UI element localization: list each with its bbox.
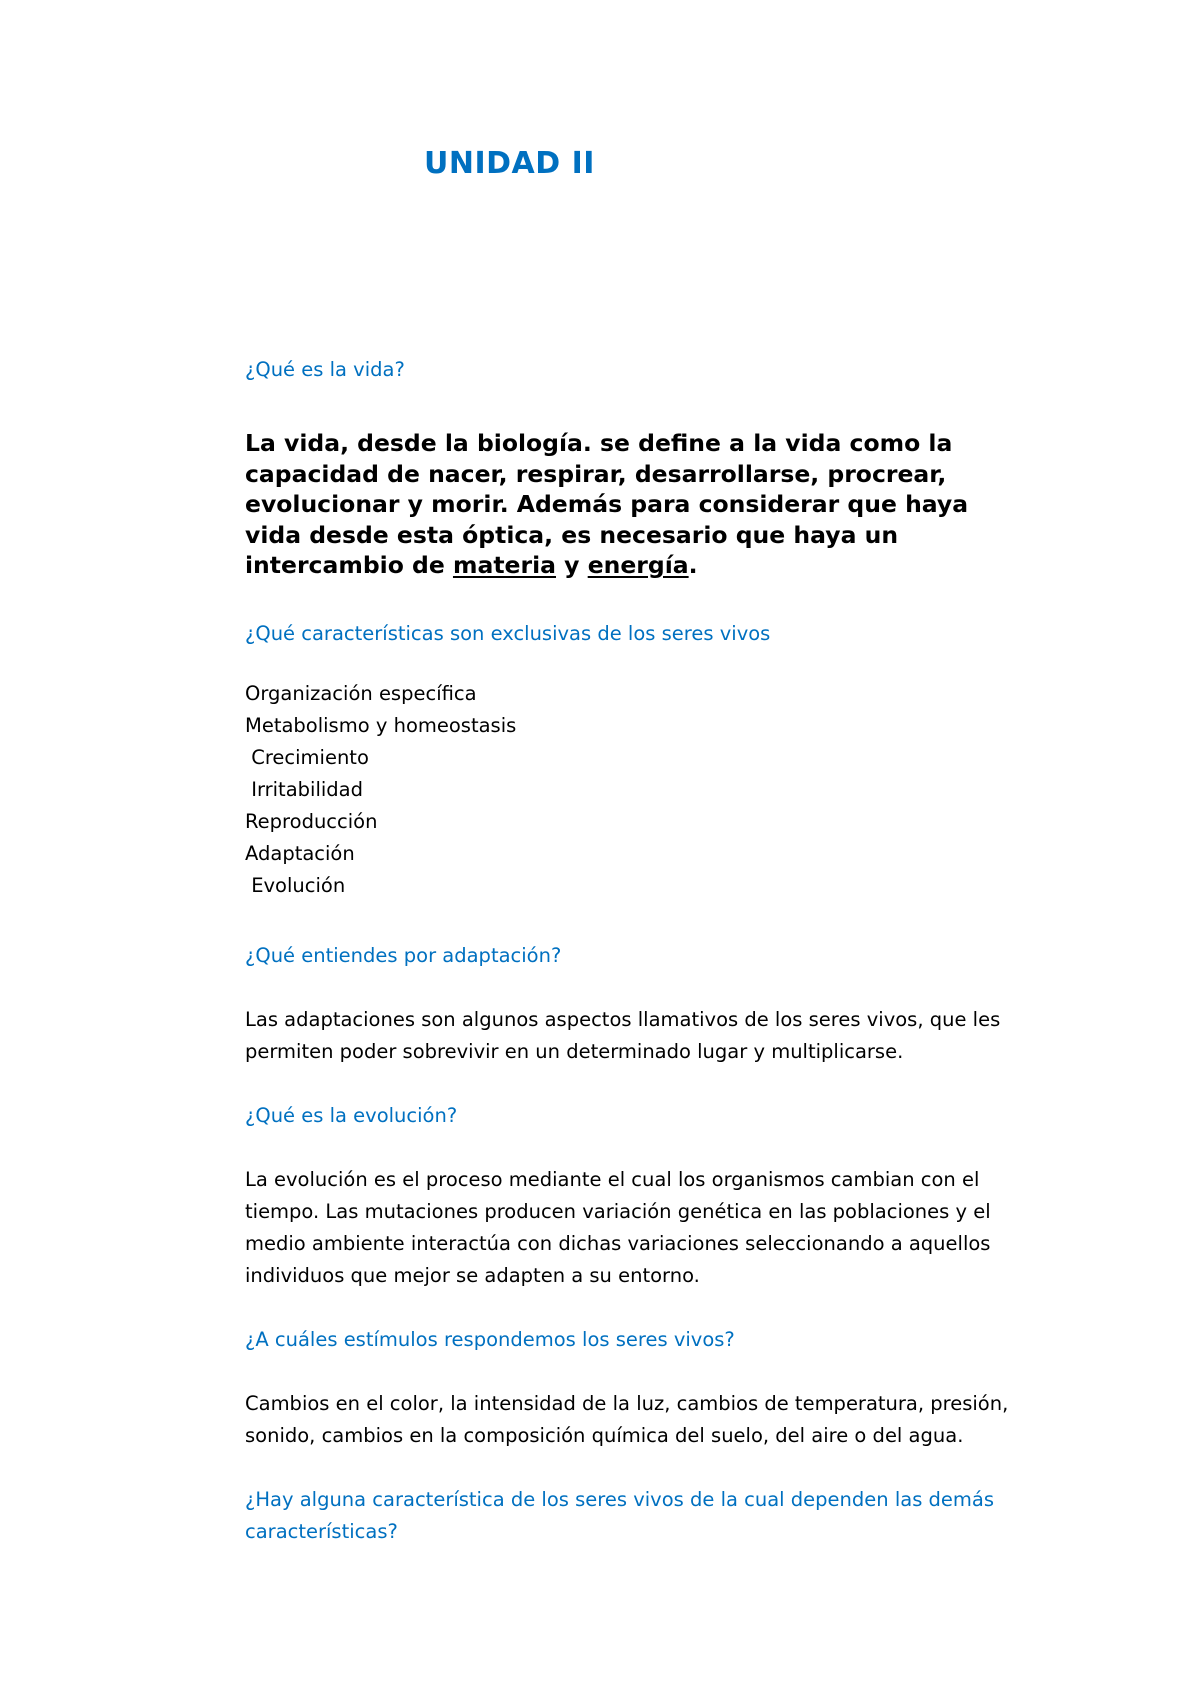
list-item: Evolución xyxy=(245,874,346,897)
answer-evolucion-line: individuos que mejor se adapten a su entorno. xyxy=(245,1264,700,1287)
question-caracteristicas-exclusivas: ¿Qué características son exclusivas de los seres vivos xyxy=(245,622,771,645)
list-item: Adaptación xyxy=(245,842,355,865)
answer-adaptacion-line: Las adaptaciones son algunos aspectos llamativos de los seres vivos, que les xyxy=(245,1008,1001,1031)
characteristics-list xyxy=(245,678,516,902)
link-energia[interactable]: energía xyxy=(587,551,689,579)
question-evolucion: ¿Qué es la evolución? xyxy=(245,1104,458,1127)
question-caracteristica-dependiente: ¿Hay alguna característica de los seres vivos de la cual dependen las demás xyxy=(245,1488,995,1511)
answer-estimulos-line: sonido, cambios en la composición química del suelo, del aire o del agua. xyxy=(245,1424,964,1447)
answer-evolucion-line: La evolución es el proceso mediante el cual los organismos cambian con el xyxy=(245,1168,980,1191)
answer-estimulos-line: Cambios en el color, la intensidad de la luz, cambios de temperatura, presión, xyxy=(245,1392,1009,1415)
question-estimulos: ¿A cuáles estímulos respondemos los seres vivos? xyxy=(245,1328,735,1351)
question-caracteristica-dependiente-cont: características? xyxy=(245,1520,398,1543)
link-materia[interactable]: materia xyxy=(452,551,556,579)
answer-text-connector: y xyxy=(556,551,588,579)
answer-que-es-la-vida xyxy=(245,428,1005,581)
answer-text-period: . xyxy=(688,551,698,579)
answer-evolucion-line: tiempo. Las mutaciones producen variación genética en las poblaciones y el xyxy=(245,1200,991,1223)
document-title: UNIDAD II xyxy=(424,146,595,181)
answer-text: La vida, desde la biología. se define a la vida como la capacidad de nacer, respirar, desarrollarse, procrear, evolucionar y morir. Además para considerar que haya vida desde esta óptica, es necesario que haya un intercambio de xyxy=(245,429,969,579)
list-item: Irritabilidad xyxy=(245,778,363,801)
list-item: Crecimiento xyxy=(245,746,369,769)
question-que-es-la-vida: ¿Qué es la vida? xyxy=(245,358,405,381)
list-item: Reproducción xyxy=(245,810,378,833)
list-item: Metabolismo y homeostasis xyxy=(245,714,517,737)
answer-evolucion-line: medio ambiente interactúa con dichas variaciones seleccionando a aquellos xyxy=(245,1232,991,1255)
question-adaptacion: ¿Qué entiendes por adaptación? xyxy=(245,944,562,967)
list-item: Organización específica xyxy=(245,682,477,705)
answer-adaptacion-line: permiten poder sobrevivir en un determinado lugar y multiplicarse. xyxy=(245,1040,904,1063)
